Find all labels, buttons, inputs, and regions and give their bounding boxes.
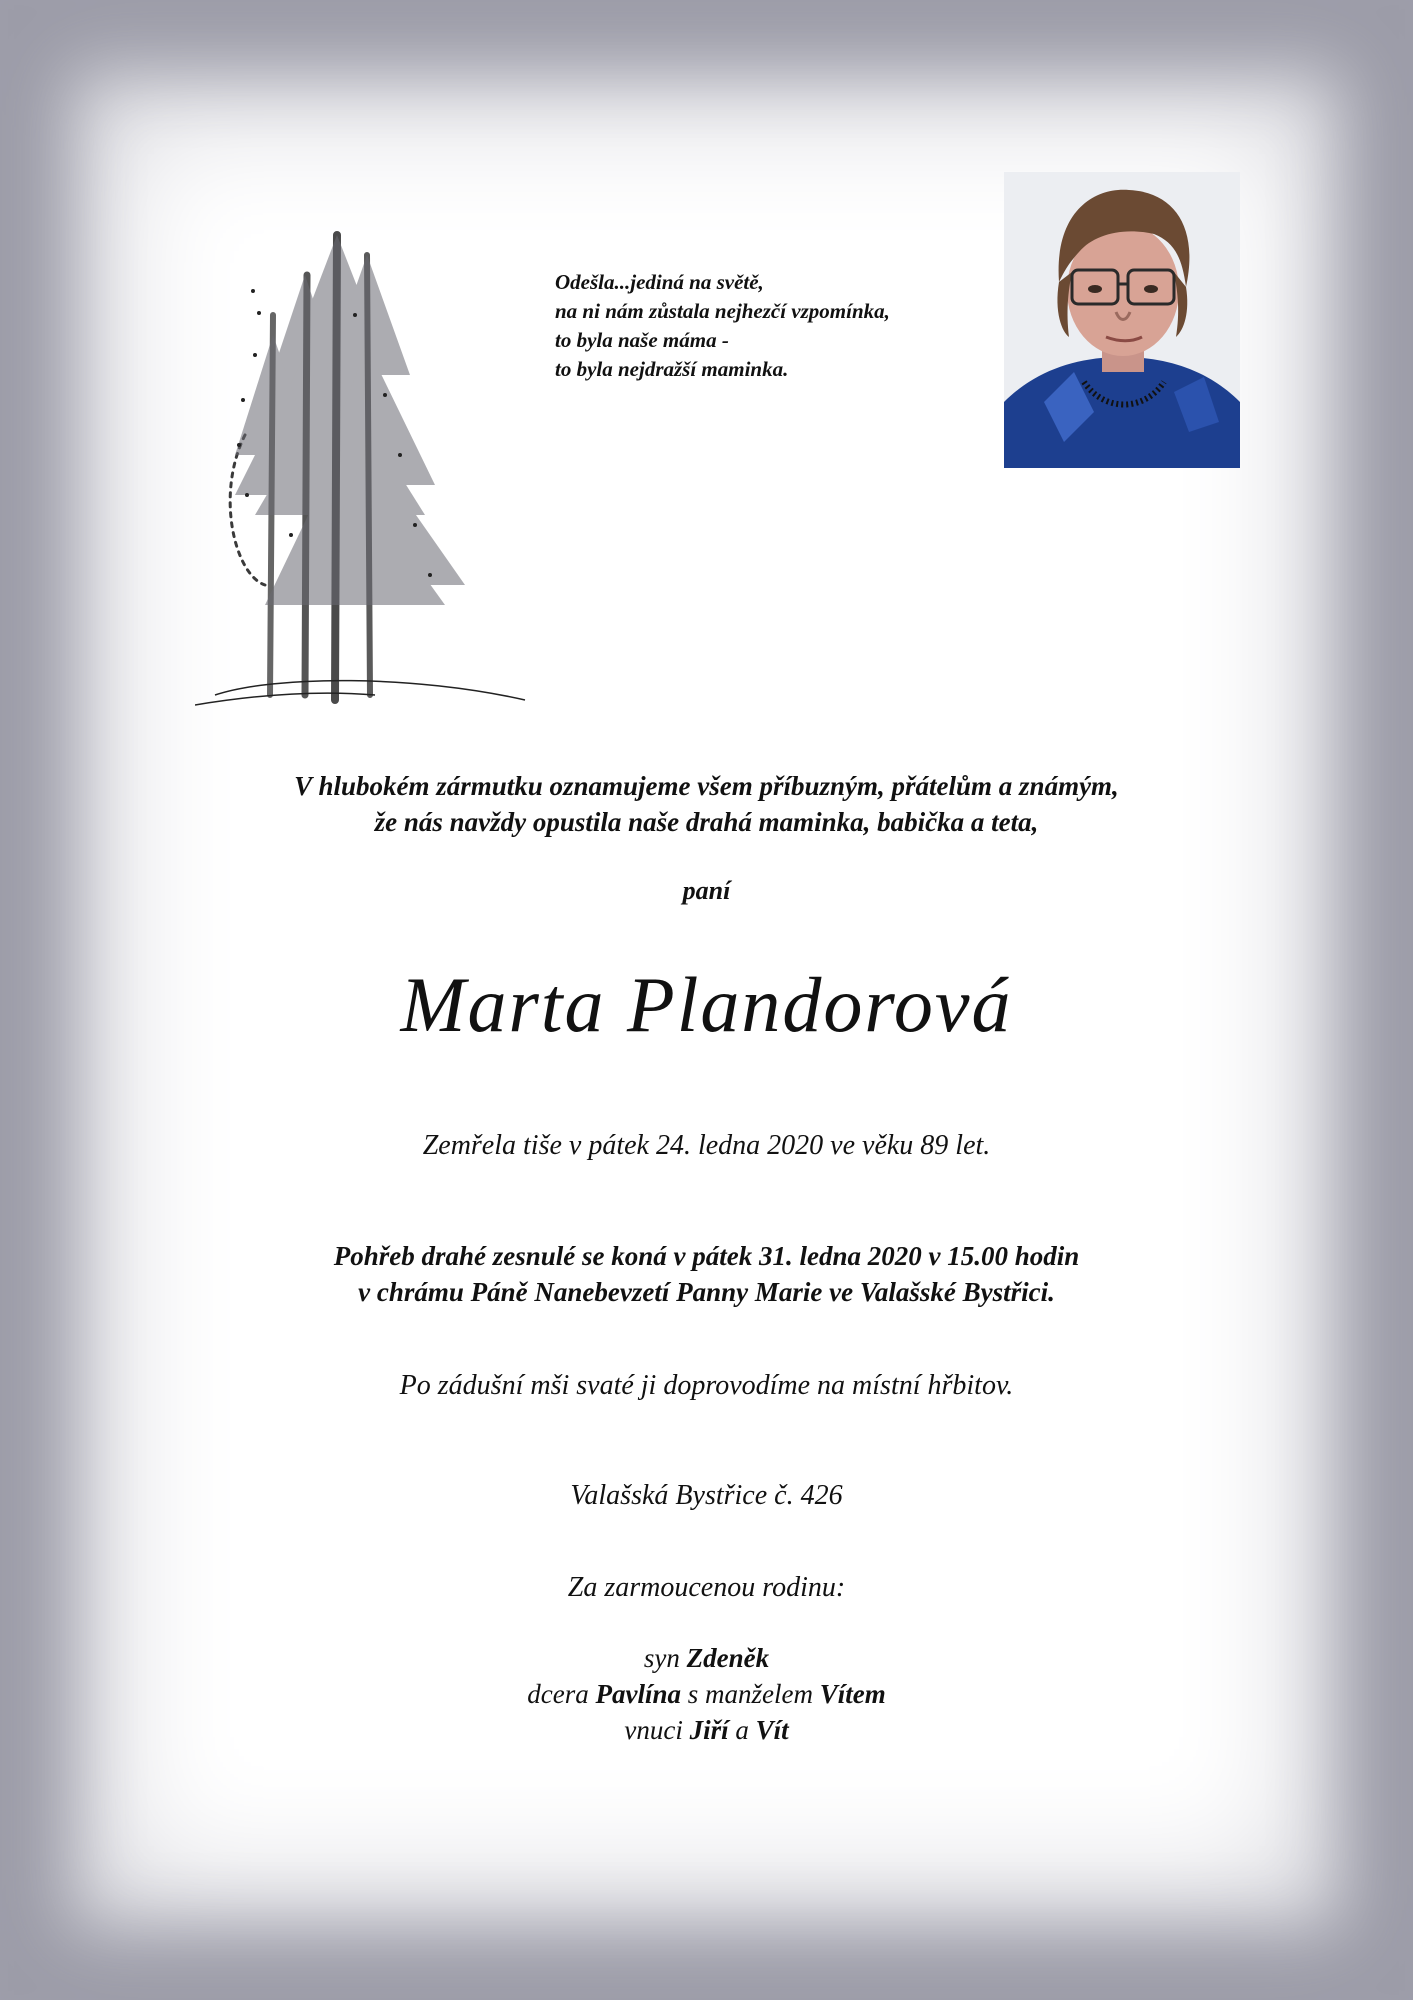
verse-line: na ni nám zůstala nejhezčí vzpomínka, — [555, 299, 890, 323]
family-title: Za zarmoucenou rodinu: — [567, 1572, 846, 1603]
connector: a — [735, 1715, 749, 1745]
family-line — [0, 1640, 1413, 1676]
family-member-name: Vítem — [819, 1679, 886, 1709]
family-member-name: Vít — [755, 1715, 789, 1745]
family-list — [0, 1640, 1413, 1748]
pine-trees-illustration — [195, 195, 535, 715]
partner-relation: s manželem — [687, 1679, 813, 1709]
burial-notice: Po zádušní mši svaté ji doprovodíme na místní hřbitov. — [399, 1370, 1014, 1401]
death-notice: Zemřela tiše v pátek 24. ledna 2020 ve věku 89 let. — [422, 1130, 991, 1161]
family-line — [0, 1712, 1413, 1748]
announcement-line: že nás navždy opustila naše drahá maminka, babička a teta, — [374, 807, 1039, 837]
verse-line: Odešla...jediná na světě, — [555, 270, 764, 294]
funeral-line: v chrámu Páně Nanebevzetí Panny Marie ve Valašské Bystřici. — [358, 1277, 1055, 1307]
family-member-name: Jiří — [689, 1715, 729, 1745]
deceased-name: Marta Plandorová — [400, 961, 1013, 1048]
announcement-line: V hlubokém zármutku oznamujeme všem příbuzným, přátelům a známým, — [294, 771, 1119, 801]
memorial-verse — [555, 268, 995, 384]
funeral-details — [0, 1238, 1413, 1310]
family-member-name: Zdeněk — [686, 1643, 770, 1673]
portrait-photo — [1004, 172, 1240, 468]
funeral-line: Pohřeb drahé zesnulé se koná v pátek 31. ledna 2020 v 15.00 hodin — [333, 1241, 1080, 1271]
relation: dcera — [527, 1679, 589, 1709]
family-member-name: Pavlína — [595, 1679, 681, 1709]
family-line — [0, 1676, 1413, 1712]
relation: syn — [643, 1643, 680, 1673]
verse-line: to byla naše máma - — [555, 328, 729, 352]
verse-line: to byla nejdražší maminka. — [555, 357, 789, 381]
honorific: paní — [682, 876, 731, 905]
portrait-image — [1004, 172, 1240, 468]
announcement — [0, 768, 1413, 840]
address: Valašská Bystřice č. 426 — [570, 1480, 843, 1511]
relation: vnuci — [624, 1715, 683, 1745]
